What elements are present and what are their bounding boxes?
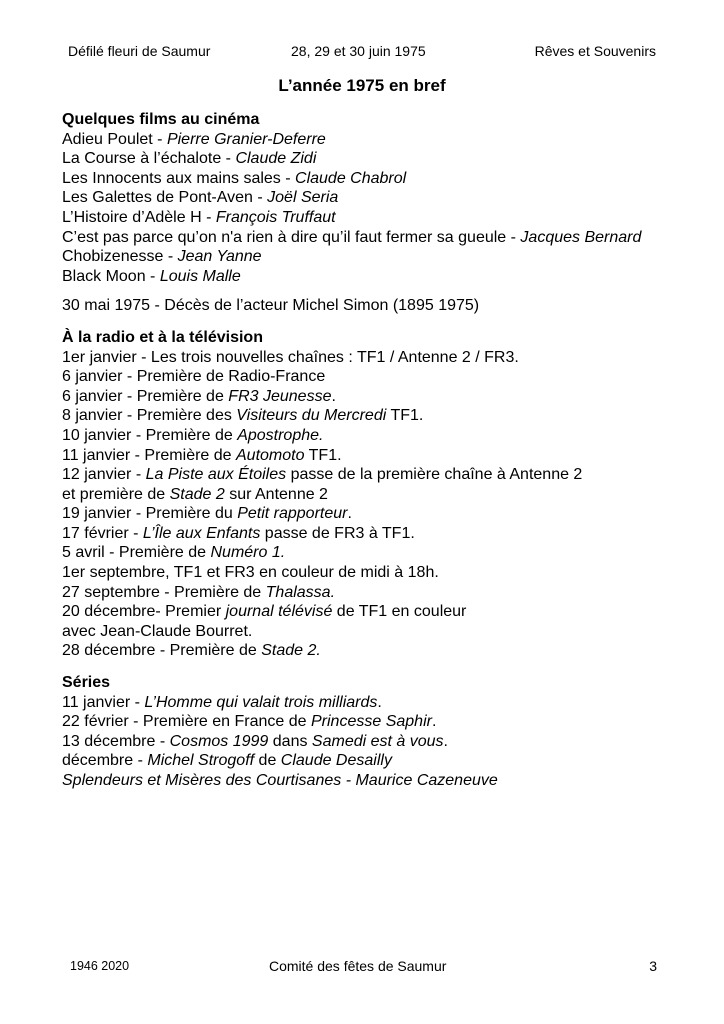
list-item: 10 janvier - Première de Apostrophe.	[62, 426, 324, 444]
film-director: Louis Malle	[159, 267, 241, 285]
list-item: 12 janvier - La Piste aux Étoiles passe de la première chaîne à Antenne 2	[62, 466, 583, 484]
film-director: Jacques Bernard	[520, 228, 642, 246]
films-list	[62, 130, 662, 287]
film-director: Joël Seria	[267, 189, 339, 207]
films-heading: Quelques films au cinéma	[62, 111, 260, 128]
list-item: 20 décembre- Premier journal télévisé de TF1 en couleur	[62, 603, 467, 621]
list-item: Splendeurs et Misères des Courtisanes - Maurice Cazeneuve	[62, 772, 498, 789]
list-item: 6 janvier - Première de Radio-France	[62, 368, 326, 386]
list-item: 22 février - Première en France de Princesse Saphir.	[62, 713, 437, 731]
radio-tv-list	[62, 348, 662, 662]
list-item: avec Jean-Claude Bourret.	[62, 622, 253, 640]
film-item	[62, 208, 662, 228]
header-left: Défilé fleuri de Saumur	[68, 43, 211, 59]
film-item	[62, 149, 662, 169]
header-right: Rêves et Souvenirs	[534, 43, 656, 59]
films-note: 30 mai 1975 - Décès de l’acteur Michel Simon (1895 1975)	[62, 297, 480, 315]
footer-center: Comité des fêtes de Saumur	[269, 958, 447, 974]
film-director: François Truffaut	[215, 208, 336, 226]
film-director: Claude Chabrol	[295, 169, 407, 187]
header-center: 28, 29 et 30 juin 1975	[291, 43, 426, 59]
footer-left: 1946 2020	[70, 959, 130, 973]
film-title: Chobizenesse -	[62, 248, 178, 266]
radio-tv-heading: À la radio et à la télévision	[62, 328, 263, 346]
list-item: 1er septembre, TF1 et FR3 en couleur de midi à 18h.	[62, 564, 439, 582]
list-item: 11 janvier - L’Homme qui valait trois milliards.	[62, 693, 382, 711]
page-title: L’année 1975 en bref	[278, 76, 446, 95]
film-title: Les Innocents aux mains sales -	[62, 169, 296, 187]
film-title: Black Moon -	[62, 267, 160, 285]
film-title: Les Galettes de Pont-Aven -	[62, 189, 268, 207]
series-list	[62, 693, 662, 791]
series-heading: Séries	[62, 674, 111, 692]
list-item: 11 janvier - Première de Automoto TF1.	[62, 446, 342, 464]
list-item: 27 septembre - Première de Thalassa.	[62, 583, 336, 601]
page-number: 3	[649, 958, 657, 974]
film-item	[62, 130, 662, 150]
film-title: L’Histoire d’Adèle H -	[62, 208, 216, 226]
film-director: Claude Zidi	[235, 150, 317, 168]
list-item: 19 janvier - Première du Petit rapporteur.	[62, 505, 352, 523]
film-title: La Course à l’échalote -	[62, 150, 236, 168]
list-item: et première de Stade 2 sur Antenne 2	[62, 485, 328, 503]
list-item: décembre - Michel Strogoff de Claude Desailly	[62, 752, 392, 770]
list-item: 6 janvier - Première de FR3 Jeunesse.	[62, 387, 336, 405]
main-content	[62, 110, 662, 791]
list-item: 17 février - L’Île aux Enfants passe de FR3 à TF1.	[62, 524, 415, 542]
list-item: 5 avril - Première de Numéro 1.	[62, 544, 286, 562]
list-item: 28 décembre - Première de Stade 2.	[62, 642, 321, 660]
film-item	[62, 188, 662, 208]
film-director: Pierre Granier-Deferre	[166, 130, 326, 148]
list-item: 13 décembre - Cosmos 1999 dans Samedi est à vous.	[62, 732, 448, 750]
film-item	[62, 169, 662, 189]
film-title: Adieu Poulet -	[62, 130, 167, 148]
list-item: 8 janvier - Première des Visiteurs du Mercredi TF1.	[62, 407, 424, 425]
film-director: Jean Yanne	[177, 248, 262, 266]
film-item	[62, 267, 662, 287]
list-item: 1er janvier - Les trois nouvelles chaînes : TF1 / Antenne 2 / FR3.	[62, 348, 519, 366]
film-item	[62, 228, 662, 248]
film-item	[62, 247, 662, 267]
film-title: C’est pas parce qu’on n'a rien à dire qu’il faut fermer sa gueule -	[62, 228, 521, 246]
